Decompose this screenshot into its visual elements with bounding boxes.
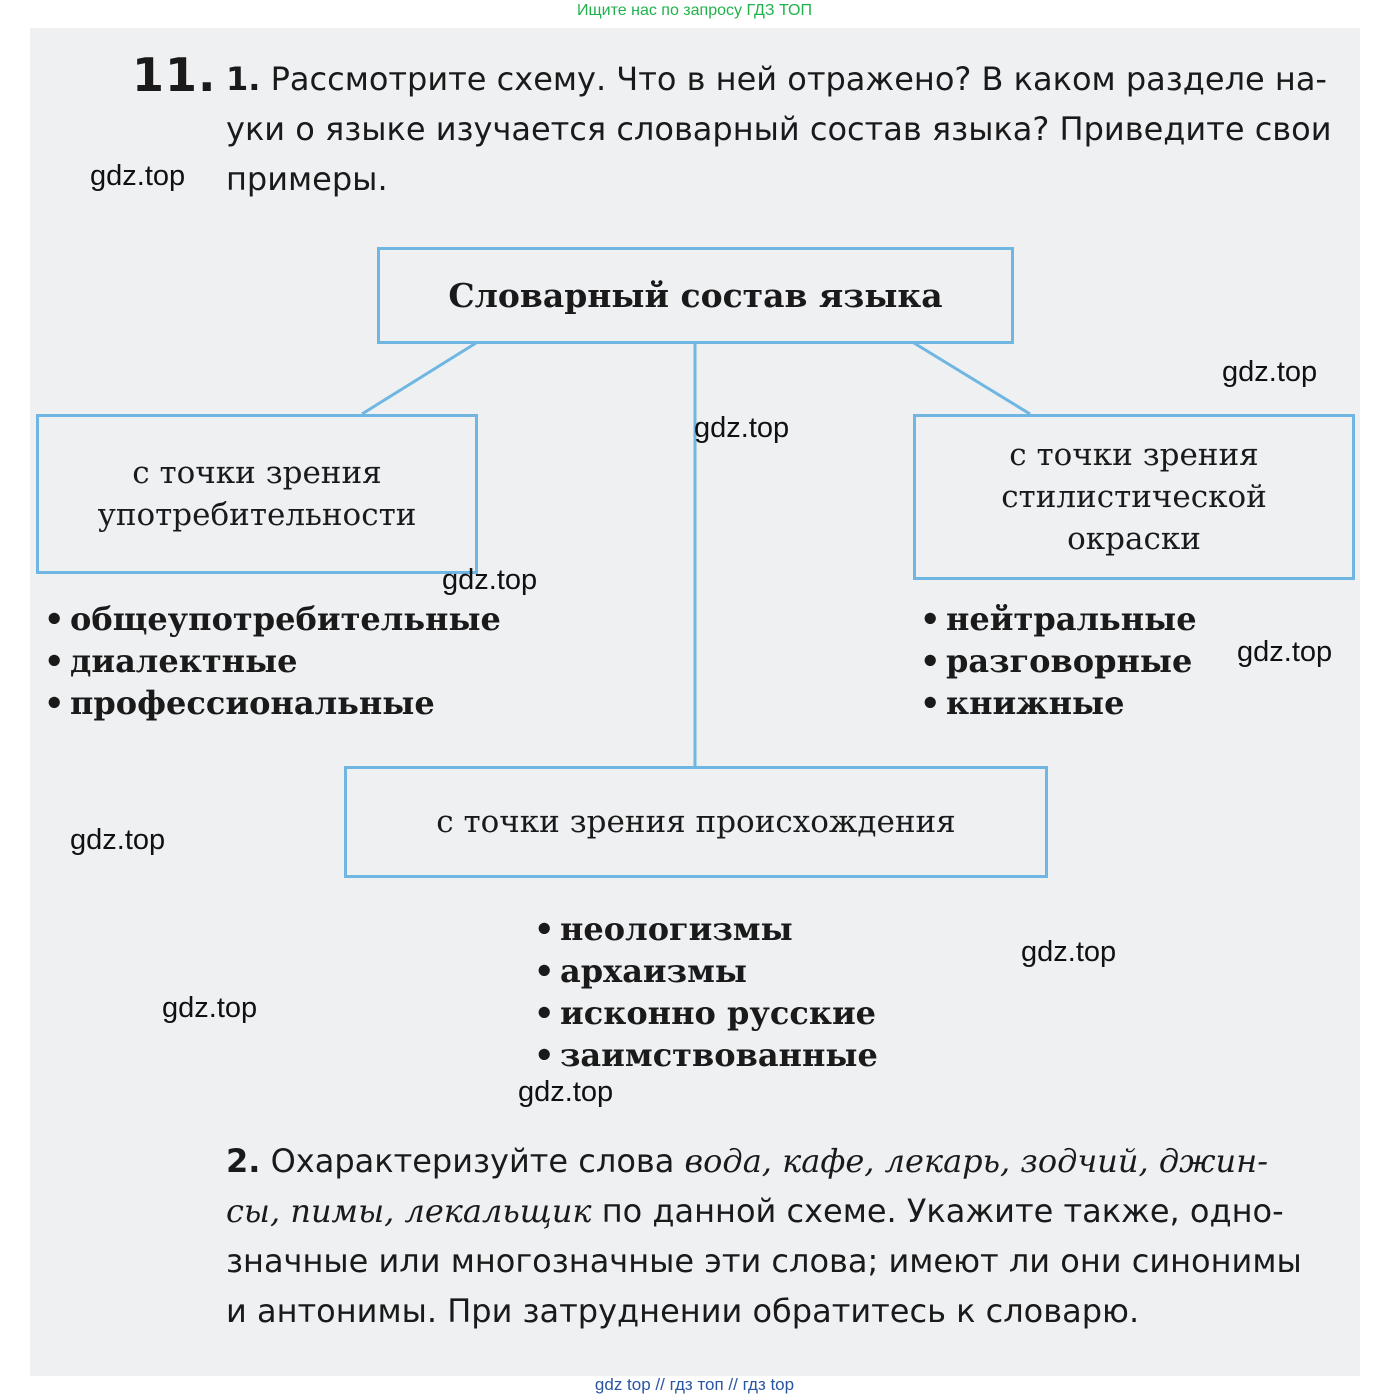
bottom-banner[interactable]: gdz top // гдз топ // гдз top bbox=[594, 1375, 795, 1394]
list-item: • неологизмы bbox=[534, 908, 878, 950]
style-box bbox=[913, 414, 1355, 580]
watermark: gdz.top bbox=[70, 824, 166, 856]
watermark: gdz.top bbox=[442, 564, 538, 596]
question-2-line-3: значные или многозначные эти слова; имеют ли они синонимы bbox=[226, 1242, 1302, 1280]
question-2-number: 2. bbox=[226, 1142, 261, 1180]
style-heading-line-2: стилистической bbox=[1001, 479, 1267, 515]
usage-box bbox=[36, 414, 478, 574]
connector-title-left bbox=[362, 343, 476, 414]
origin-heading: с точки зрения происхождения bbox=[436, 804, 956, 840]
scheme-title-box bbox=[377, 247, 1014, 344]
list-item: • диалектные bbox=[44, 640, 501, 682]
list-item: • нейтральные bbox=[920, 598, 1197, 640]
list-item: • заимствованные bbox=[534, 1034, 878, 1076]
list-item: • архаизмы bbox=[534, 950, 878, 992]
usage-heading-line-2: употребительности bbox=[97, 497, 417, 533]
question-2-line-4: и антонимы. При затруднении обратитесь к словарю. bbox=[226, 1292, 1140, 1330]
watermark: gdz.top bbox=[694, 412, 790, 444]
question-1-line-2: уки о языке изучается словарный состав языка? Приведите свои bbox=[226, 110, 1332, 148]
connector-title-right bbox=[914, 343, 1030, 414]
list-item: • общеупотребительные bbox=[44, 598, 501, 640]
scheme-title: Словарный состав языка bbox=[448, 275, 943, 315]
watermark: gdz.top bbox=[1021, 936, 1117, 968]
style-list bbox=[920, 598, 1197, 724]
watermark: gdz.top bbox=[162, 992, 258, 1024]
question-2 bbox=[226, 1136, 1361, 1336]
list-item: • разговорные bbox=[920, 640, 1197, 682]
style-heading-line-3: окраски bbox=[1067, 521, 1201, 557]
question-1-line-3: примеры. bbox=[226, 160, 388, 198]
origin-list bbox=[534, 908, 878, 1076]
top-banner[interactable]: Ищите нас по запросу ГДЗ ТОП bbox=[577, 2, 812, 19]
usage-list bbox=[44, 598, 501, 724]
watermark: gdz.top bbox=[1222, 356, 1318, 388]
question-1-line-1: 1. Рассмотрите схему. Что в ней отражено? В каком разделе на- bbox=[226, 60, 1327, 98]
question-2-line-2: сы, пимы, лекальщик по данной схеме. Укажите также, одно- bbox=[226, 1192, 1284, 1230]
watermark: gdz.top bbox=[90, 160, 186, 192]
origin-box bbox=[344, 766, 1048, 878]
usage-heading-line-1: с точки зрения bbox=[132, 455, 382, 491]
watermark: gdz.top bbox=[1237, 636, 1333, 668]
list-item: • профессиональные bbox=[44, 682, 501, 724]
question-1-number: 1. bbox=[226, 60, 261, 98]
style-heading-line-1: с точки зрения bbox=[1009, 437, 1259, 473]
list-item: • исконно русские bbox=[534, 992, 878, 1034]
watermark: gdz.top bbox=[518, 1076, 614, 1108]
list-item: • книжные bbox=[920, 682, 1197, 724]
task-number: 11. bbox=[132, 48, 217, 102]
question-2-line-1: 2. Охарактеризуйте слова вода, кафе, лекарь, зодчий, джин- bbox=[226, 1142, 1269, 1180]
